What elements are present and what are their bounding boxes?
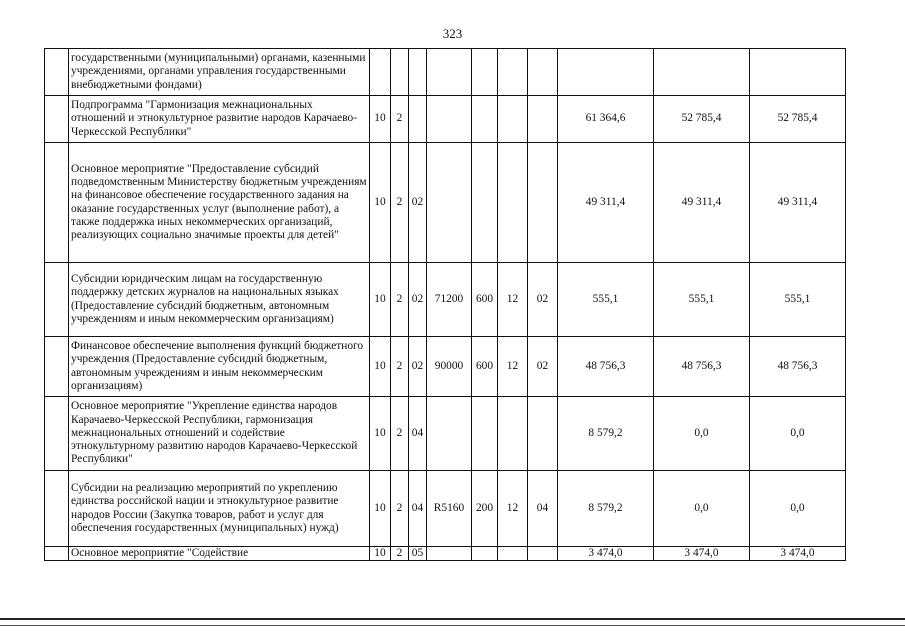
row-description: Субсидии на реализацию мероприятий по укреплению единства российской нации и этнокультурное развитие народов России (Закупка товаров, работ и услуг для обеспечения государственных (муниципальных) нужд) — [69, 471, 370, 547]
row-code-1 — [498, 397, 528, 471]
row-amount-year-1: 8 579,2 — [558, 471, 654, 547]
row-subsection: 2 — [391, 143, 409, 263]
row-description: Основное мероприятие "Предоставление субсидий подведомственным Министерству бюджетным учреждениям на финансовое обеспечение государственного задания на оказание государственных услуг (выполнение работ), а также поддержка иных некоммерческих организаций, реализующих социально значимые проекты для детей" — [69, 143, 370, 263]
row-section: 10 — [370, 471, 391, 547]
table-row — [45, 49, 846, 96]
row-direction-code — [427, 397, 472, 471]
row-program-code: 05 — [409, 547, 427, 561]
row-amount-year-1 — [558, 49, 654, 96]
row-program-code: 02 — [409, 263, 427, 337]
table-row — [45, 337, 846, 397]
row-amount-year-1: 555,1 — [558, 263, 654, 337]
row-section: 10 — [370, 337, 391, 397]
row-expense-type: 600 — [472, 337, 498, 397]
row-margin-cell — [45, 397, 69, 471]
bottom-rule — [0, 618, 905, 620]
row-expense-type: 200 — [472, 471, 498, 547]
row-amount-year-1: 61 364,6 — [558, 96, 654, 143]
row-subsection: 2 — [391, 337, 409, 397]
row-program-code: 02 — [409, 337, 427, 397]
row-code-1 — [498, 49, 528, 96]
row-expense-type — [472, 547, 498, 561]
row-direction-code: 71200 — [427, 263, 472, 337]
row-margin-cell — [45, 337, 69, 397]
row-direction-code — [427, 547, 472, 561]
row-amount-year-2: 555,1 — [654, 263, 750, 337]
row-code-1 — [498, 96, 528, 143]
row-amount-year-2: 49 311,4 — [654, 143, 750, 263]
row-subsection: 2 — [391, 96, 409, 143]
row-amount-year-3: 0,0 — [750, 397, 846, 471]
row-direction-code: R5160 — [427, 471, 472, 547]
row-code-2 — [528, 96, 558, 143]
row-program-code: 04 — [409, 397, 427, 471]
row-section: 10 — [370, 397, 391, 471]
row-amount-year-3: 0,0 — [750, 471, 846, 547]
row-amount-year-1: 8 579,2 — [558, 397, 654, 471]
row-description: Финансовое обеспечение выполнения функций бюджетного учреждения (Предоставление субсидий бюджетным, автономным учреждениям и иным некоммерческим организациям) — [69, 337, 370, 397]
row-direction-code — [427, 96, 472, 143]
row-margin-cell — [45, 96, 69, 143]
row-subsection: 2 — [391, 397, 409, 471]
row-code-2 — [528, 143, 558, 263]
row-amount-year-3: 49 311,4 — [750, 143, 846, 263]
row-amount-year-3: 555,1 — [750, 263, 846, 337]
row-section — [370, 49, 391, 96]
row-direction-code: 90000 — [427, 337, 472, 397]
row-amount-year-1: 49 311,4 — [558, 143, 654, 263]
row-code-1: 12 — [498, 263, 528, 337]
row-direction-code — [427, 49, 472, 96]
row-amount-year-2: 0,0 — [654, 397, 750, 471]
row-description: Основное мероприятие "Укрепление единства народов Карачаево-Черкесской Республики, гармонизация межнациональных отношений и содействие этнокультурному развитию народов Карачаево-Черкесской Республики" — [69, 397, 370, 471]
row-section: 10 — [370, 96, 391, 143]
table-row — [45, 471, 846, 547]
row-margin-cell — [45, 263, 69, 337]
row-expense-type: 600 — [472, 263, 498, 337]
row-description: Подпрограмма "Гармонизация межнациональных отношений и этнокультурное развитие народов Карачаево-Черкесской Республики" — [69, 96, 370, 143]
row-description: государственными (муниципальными) органами, казенными учреждениями, органами управления государственными внебюджетными фондами) — [69, 49, 370, 96]
row-subsection: 2 — [391, 471, 409, 547]
row-code-1: 12 — [498, 471, 528, 547]
row-amount-year-3: 48 756,3 — [750, 337, 846, 397]
row-program-code: 04 — [409, 471, 427, 547]
row-program-code — [409, 49, 427, 96]
row-section: 10 — [370, 547, 391, 561]
row-expense-type — [472, 96, 498, 143]
row-amount-year-2 — [654, 49, 750, 96]
row-amount-year-1: 48 756,3 — [558, 337, 654, 397]
row-amount-year-3: 52 785,4 — [750, 96, 846, 143]
table-row — [45, 143, 846, 263]
row-program-code — [409, 96, 427, 143]
row-code-1 — [498, 547, 528, 561]
row-amount-year-2: 52 785,4 — [654, 96, 750, 143]
row-code-2 — [528, 397, 558, 471]
row-expense-type — [472, 143, 498, 263]
row-amount-year-2: 48 756,3 — [654, 337, 750, 397]
row-code-2 — [528, 547, 558, 561]
row-code-1: 12 — [498, 337, 528, 397]
table-row — [45, 547, 846, 561]
row-amount-year-3 — [750, 49, 846, 96]
row-code-2 — [528, 49, 558, 96]
row-margin-cell — [45, 49, 69, 96]
table-row — [45, 96, 846, 143]
row-amount-year-2: 0,0 — [654, 471, 750, 547]
row-description: Основное мероприятие "Содействие — [69, 547, 370, 561]
row-program-code: 02 — [409, 143, 427, 263]
row-section: 10 — [370, 143, 391, 263]
row-margin-cell — [45, 547, 69, 561]
row-direction-code — [427, 143, 472, 263]
table-row — [45, 397, 846, 471]
budget-table — [44, 48, 846, 561]
row-description: Субсидии юридическим лицам на государственную поддержку детских журналов на национальных языках (Предоставление субсидий бюджетным, автономным учреждениям и иным некоммерческим организациям) — [69, 263, 370, 337]
row-subsection: 2 — [391, 263, 409, 337]
row-subsection: 2 — [391, 547, 409, 561]
row-code-2: 02 — [528, 337, 558, 397]
row-margin-cell — [45, 143, 69, 263]
bottom-rule-thin — [0, 625, 905, 626]
row-amount-year-3: 3 474,0 — [750, 547, 846, 561]
row-subsection — [391, 49, 409, 96]
row-amount-year-1: 3 474,0 — [558, 547, 654, 561]
row-expense-type — [472, 49, 498, 96]
row-amount-year-2: 3 474,0 — [654, 547, 750, 561]
row-code-2: 04 — [528, 471, 558, 547]
row-section: 10 — [370, 263, 391, 337]
row-code-1 — [498, 143, 528, 263]
row-code-2: 02 — [528, 263, 558, 337]
page-number: 323 — [442, 26, 463, 41]
row-expense-type — [472, 397, 498, 471]
table-row — [45, 263, 846, 337]
row-margin-cell — [45, 471, 69, 547]
